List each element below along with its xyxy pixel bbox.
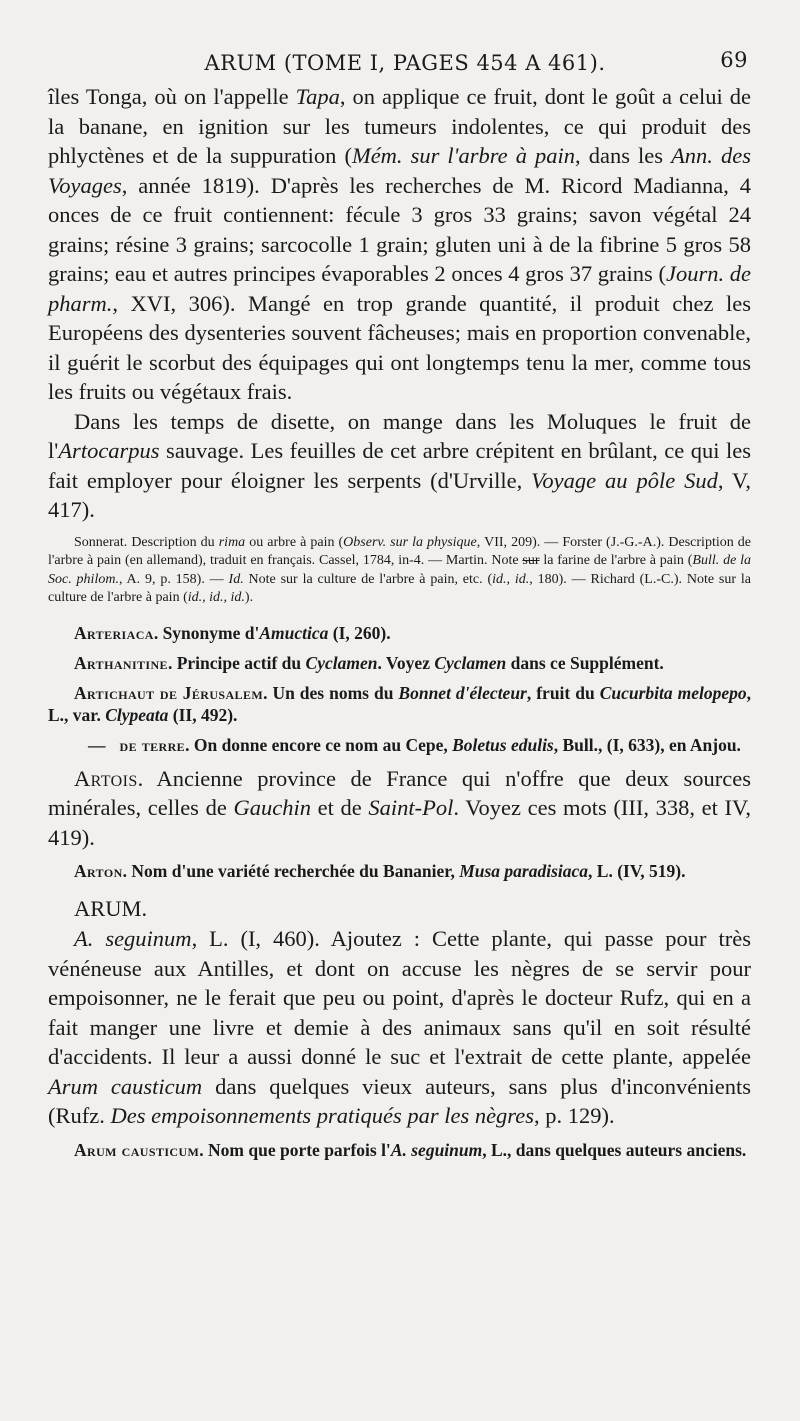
paragraph-arum-seguinum: A. seguinum, L. (I, 460). Ajoutez : Cette plante, qui passe pour très vénéneuse aux Antilles, et dont on accuse les nègres de se servir pour empoisonner, ne le ferait que peu ou point, d'après le docteur Rufz, qui en a fait manger une livre et demie à des animaux sans qu'il en soit résulté d'accidents. Il leur a aussi donné le suc et l'extrait de cette plante, appelée Arum causticum dans quelques vieux auteurs, sans plus d'inconvénients (Rufz. Des empoisonnements pratiqués par les nègres, p. 129). <box>48 926 752 1128</box>
paragraph-moluccas: Dans les temps de disette, on mange dans les Moluques le fruit de l'Artocarpus sauvage. Les feuilles de cet arbre crépitent en brûlant, ce qui les fait employer pour éloigner les serpents (d'Urville, Voyage au pôle Sud, V, 417). <box>48 408 751 522</box>
running-header <box>40 46 770 80</box>
entry-arteriaca: Arteriaca. Synonyme d'Amuctica (I, 260). <box>74 622 391 643</box>
entry-artichaut: Artichaut de Jérusalem. Un des noms du Bonnet d'électeur, fruit du Cucurbita melopepo, L., var. Clypeata (II, 492). <box>48 682 751 725</box>
page-number: 69 <box>720 48 748 72</box>
bibliography-references: Sonnerat. Description du rima ou arbre à pain (Observ. sur la physique, VII, 209). — Forster (J.-G.-A.). Description de l'arbre à pain (en allemand), traduit en français. Cassel, 1784, in-4. — Martin. Note sur la farine de l'arbre à pain (Bull. de la Soc. philom., A. 9, p. 158). — Id. Note sur la culture de l'arbre à pain, etc. (id., id., 180). — Richard (L.-C.). Note sur la culture de l'arbre à pain (id., id., id.). <box>48 534 751 605</box>
entry-artichaut-de-terre: — de terre. On donne encore ce nom au Cepe, Boletus edulis, Bull., (I, 633), en Anjou. <box>88 734 741 755</box>
section-heading-arum: ARUM. <box>74 896 148 921</box>
entry-arton: Arton. Nom d'une variété recherchée du Bananier, Musa paradisiaca, L. (IV, 519). <box>74 861 686 881</box>
entry-arum-causticum: Arum causticum. Nom que porte parfois l'A. seguinum, L., dans quelques auteurs anciens. <box>74 1139 747 1160</box>
header-title: ARUM (TOME I, PAGES 454 A 461). <box>204 51 606 75</box>
page-body <box>48 82 751 1161</box>
paragraph-breadfruit-uses: îles Tonga, où on l'appelle Tapa, on applique ce fruit, dont le goût a celui de la banane, en ignition sur les tumeurs indolentes, ce qui produit des phlyctènes et de la suppuration (Mém. sur l'arbre à pain, dans les Ann. des Voyages, année 1819). D'après les recherches de M. Ricord Madianna, 4 onces de ce fruit contiennent: fécule 3 gros 33 grains; savon végétal 24 grains; résine 3 grains; sarcocolle 1 grain; gluten uni à de la fibrine 5 gros 58 grains; eau et autres principes évaporables 2 onces 4 gros 37 grains (Journ. de pharm., XVI, 306). Mangé en trop grande quantité, il produit chez les Européens des dysenteries souvent fâcheuses; mais en proportion convenable, il guérit le scorbut des équipages qui ont longtemps tenu la mer, comme tous les fruits ou végétaux frais. <box>48 84 751 404</box>
entry-artois: Artois. Ancienne province de France qui n'offre que deux sources minérales, celles de Gauchin et de Saint-Pol. Voyez ces mots (III, 338, et IV, 419). <box>48 765 751 850</box>
entry-arthanitine: Arthanitine. Principe actif du Cyclamen. Voyez Cyclamen dans ce Supplément. <box>74 652 664 673</box>
